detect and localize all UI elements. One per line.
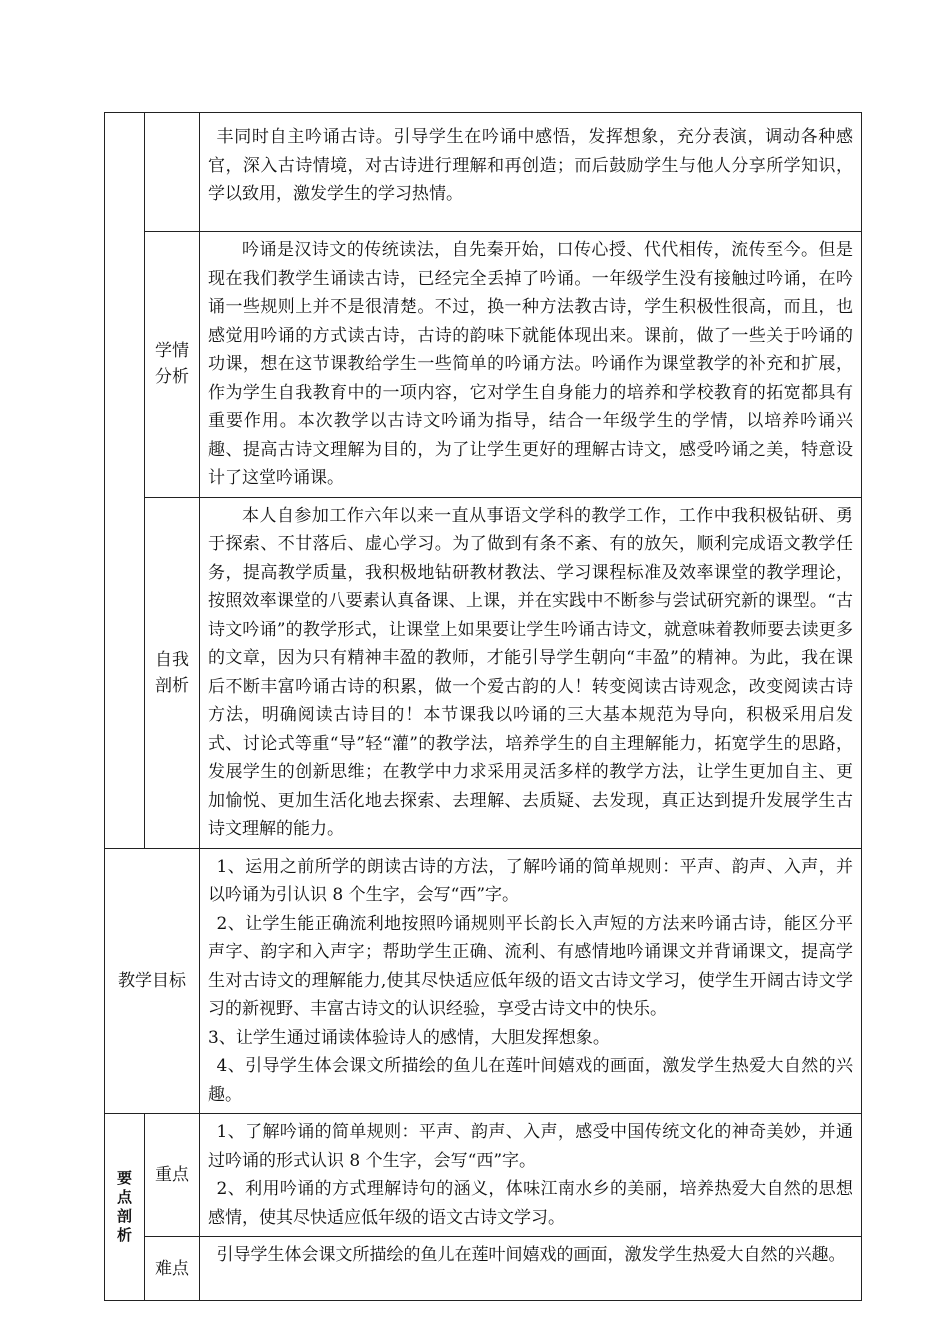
- student-analysis-label: 学情分析: [155, 341, 189, 388]
- self-analysis-label-cell: [145, 497, 200, 848]
- key-points-difficulty-row: [105, 1237, 862, 1301]
- objectives-label: 教学目标: [118, 970, 186, 991]
- key-points-group-label: 要点剖析: [116, 1169, 132, 1244]
- objectives-row: [105, 848, 862, 1114]
- difficulty-label: 难点: [155, 1258, 189, 1279]
- objectives-label-cell: [105, 848, 200, 1114]
- difficulty-text: 引导学生体会课文所描绘的鱼儿在莲叶间嬉戏的画面，激发学生热爱大自然的兴趣。: [216, 1245, 846, 1265]
- objective-item-4: 4、引导学生体会课文所描绘的鱼儿在莲叶间嬉戏的画面，激发学生热爱大自然的兴趣。: [208, 1056, 853, 1105]
- focus-item-1: 1、了解吟诵的简单规则：平声、韵声、入声，感受中国传统文化的神奇美妙，并通过吟诵的形式认识 8 个生字，会写“西”字。: [208, 1122, 853, 1171]
- continued-content: [200, 113, 862, 232]
- focus-item-2: 2、利用吟诵的方式理解诗句的涵义，体味江南水乡的美丽，培养热爱大自然的思想感情，使其尽快适应低年级的语文古诗文学习。: [208, 1179, 853, 1228]
- self-analysis-label: 自我剖析: [155, 649, 189, 696]
- objective-item-3: 3、让学生通过诵读体验诗人的感情，大胆发挥想象。: [208, 1027, 610, 1048]
- student-analysis-content: [200, 232, 862, 498]
- focus-label-cell: [145, 1114, 200, 1237]
- difficulty-content: [200, 1237, 862, 1301]
- key-points-focus-row: [105, 1114, 862, 1237]
- focus-content: [200, 1114, 862, 1237]
- self-analysis-content: [200, 497, 862, 848]
- objectives-content: [200, 848, 862, 1114]
- key-points-group-label-cell: [105, 1114, 145, 1301]
- blank-label-cell: [145, 113, 200, 232]
- student-analysis-text: 吟诵是汉诗文的传统读法，自先秦开始，口传心授、代代相传，流传至今。但是现在我们教学生诵读古诗，已经完全丢掉了吟诵。一年级学生没有接触过吟诵，在吟诵一些规则上并不是很清楚。不过，换一种方法教古诗，学生积极性很高，而且，也感觉用吟诵的方式读古诗，古诗的韵味下就能体现出来。课前，做了一些关于吟诵的功课，想在这节课教给学生一些简单的吟诵方法。吟诵作为课堂教学的补充和扩展，作为学生自我教育中的一项内容，它对学生自身能力的培养和学校教育的拓宽都具有重要作用。本次教学以古诗文吟诵为指导，结合一年级学生的学情，以培养吟诵兴趣、提高古诗文理解为目的，为了让学生更好的理解古诗文，感受吟诵之美，特意设计了这堂吟诵课。: [208, 240, 853, 488]
- continued-row: [105, 113, 862, 232]
- student-analysis-row: [105, 232, 862, 498]
- difficulty-label-cell: [145, 1237, 200, 1301]
- student-analysis-label-cell: [145, 232, 200, 498]
- self-analysis-text: 本人自参加工作六年以来一直从事语文学科的教学工作，工作中我积极钻研、勇于探索、不甘落后、虚心学习。为了做到有条不紊、有的放矢，顺利完成语文教学任务，提高教学质量，我积极地钻研教材教法、学习课程标准及效率课堂的教学理论，按照效率课堂的八要素认真备课、上课，并在实践中不断参与尝试研究新的课型。“古诗文吟诵”的教学形式，让课堂上如果要让学生吟诵古诗文，就意味着教师要去读更多的文章，因为只有精神丰盈的教师，才能引导学生朝向“丰盈”的精神。为此，我在课后不断丰富吟诵古诗的积累，做一个爱古韵的人！转变阅读古诗观念，改变阅读古诗方法，明确阅读古诗目的！本节课我以吟诵的三大基本规范为导向，积极采用启发式、讨论式等重“导”轻“灌”的教学法，培养学生的自主理解能力，拓宽学生的思路，发展学生的创新思维；在教学中力求采用灵活多样的教学方法，让学生更加自主、更加愉悦、更加生活化地去探索、去理解、去质疑、去发现，真正达到提升发展学生古诗文理解的能力。: [208, 505, 853, 839]
- objective-item-1: 1、运用之前所学的朗读古诗的方法，了解吟诵的简单规则：平声、韵声、入声，并以吟诵为引认识 8 个生字，会写“西”字。: [208, 856, 853, 905]
- self-analysis-row: [105, 497, 862, 848]
- lesson-plan-table: [104, 112, 862, 1301]
- continued-text: 丰同时自主吟诵古诗。引导学生在吟诵中感悟，发挥想象，充分表演，调动各种感官，深入古诗情境，对古诗进行理解和再创造；而后鼓励学生与他人分享所学知识，学以致用，激发学生的学习热情。: [208, 127, 853, 204]
- focus-label: 重点: [155, 1165, 189, 1185]
- objective-item-2: 2、让学生能正确流利地按照吟诵规则平长韵长入声短的方法来吟诵古诗，能区分平声字、韵字和入声字；帮助学生正确、流利、有感情地吟诵课文并背诵课文，提高学生对古诗文的理解能力,使其尽快适应低年级的语文古诗文学习，使学生开阔古诗文学习的新视野、丰富古诗文的认识经验，享受古诗文中的快乐。: [208, 913, 853, 1019]
- blank-outer-label-cell: [105, 113, 145, 849]
